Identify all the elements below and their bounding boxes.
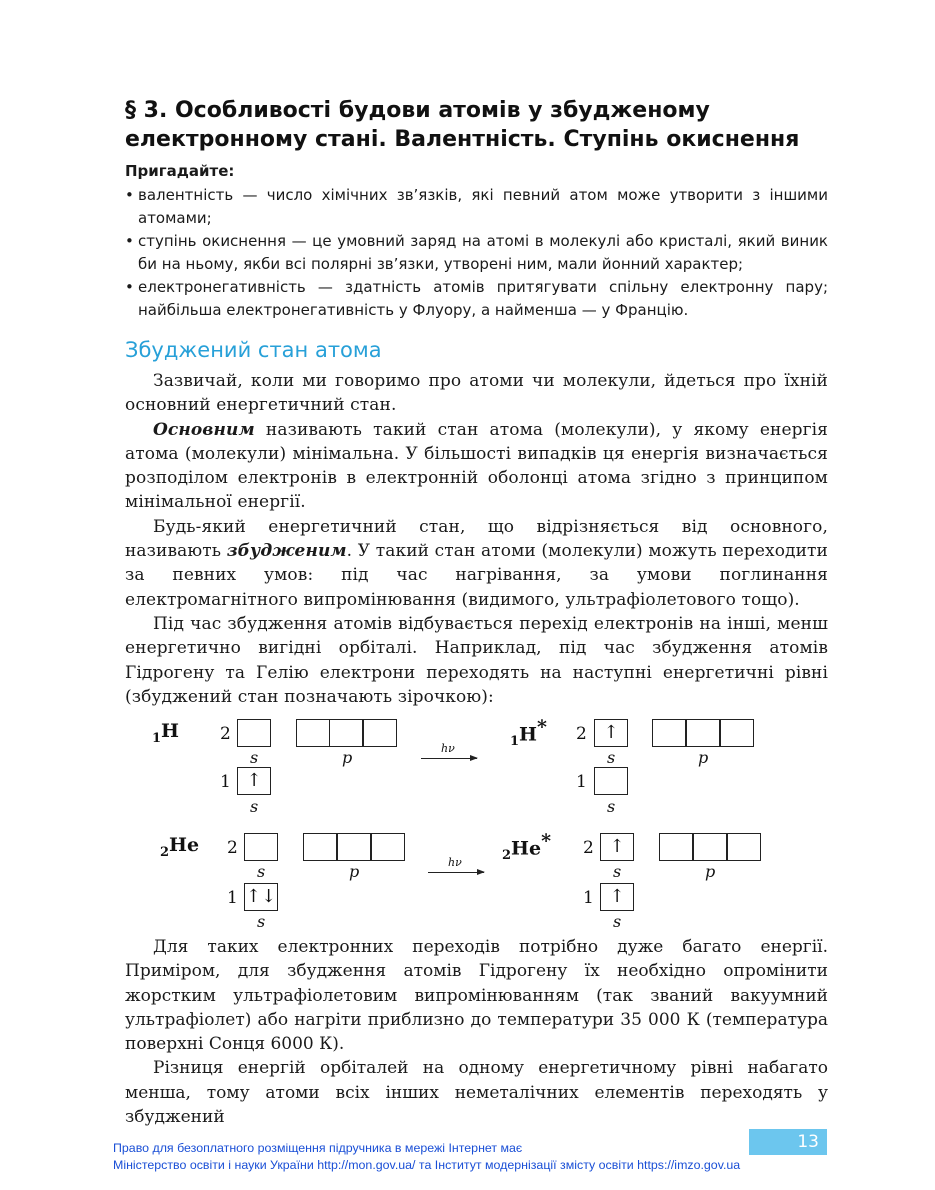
h-2s-cell bbox=[237, 719, 271, 747]
he-1s-label: s bbox=[257, 912, 266, 931]
h-excited-symbol: $_1$H* bbox=[510, 716, 547, 750]
he-1s-cell: ↑↓ bbox=[244, 883, 278, 911]
h-2s-label: s bbox=[250, 748, 259, 767]
he-excited-level-1: 1 bbox=[583, 888, 594, 908]
subheading-excited-state: Збуджений стан атома bbox=[125, 338, 382, 362]
paragraph-1: Зазвичай, коли ми говоримо про атоми чи молекули, йдеться про їхній основний енергетичний стан. bbox=[125, 371, 828, 416]
he-hv-label: hν bbox=[448, 856, 462, 869]
h-transition-arrow bbox=[421, 758, 477, 759]
h-2p-cell-2 bbox=[329, 719, 363, 747]
term-excited: збудженим bbox=[226, 541, 347, 562]
page-number-badge: 13 bbox=[749, 1129, 827, 1155]
h-excited-2p-cell-1 bbox=[652, 719, 686, 747]
paragraph-3: Будь-який енергетичний стан, що відрізняється від основного, називають збудженим. У такий стан атоми (молекули) можуть переходити за певних умов: під час нагрівання, за умови поглинання електромагнітного випромінювання (видимого, ультрафіолетового тощо). bbox=[125, 516, 828, 610]
he-2s-label: s bbox=[257, 862, 266, 881]
recall-item-oxidation: • ступінь окиснення — це умовний заряд на атомі в молекулі або кристалі, який виник би на ньому, якби всі полярні зв’язки, утворені ним, мали йонний характер; bbox=[125, 230, 828, 276]
h-excited-2s-label: s bbox=[607, 748, 616, 767]
paragraph-4: Під час збудження атомів відбувається перехід електронів на інші, менш енергетично вигідні орбіталі. Наприклад, під час збудження атомів Гідрогену та Гелію електрони переходять на наступні енергетичні рівні (збуджений стан позначають зірочкою): bbox=[125, 613, 828, 707]
recall-item-electronegativity: • електронегативність — здатність атомів притягувати спільну електронну пару; найбільша електронегативність у Флуору, а найменша — у Францію. bbox=[125, 276, 828, 322]
paragraph-2: Основним називають такий стан атома (молекули), у якому енергія атома (молекули) мінімальна. У більшості випадків ця енергія визначається розподілом електронів в електронній оболонці атома згідно з принципом мінімальної енергії. bbox=[125, 419, 828, 513]
h-excited-level-2: 2 bbox=[576, 724, 587, 744]
he-level-2: 2 bbox=[227, 838, 238, 858]
recall-heading: Пригадайте: bbox=[125, 162, 235, 180]
he-excited-2p-cell-1 bbox=[659, 833, 693, 861]
h-excited-2p-label: p bbox=[698, 748, 709, 767]
h-level-2: 2 bbox=[220, 724, 231, 744]
he-excited-1s-label: s bbox=[613, 912, 622, 931]
h-1s-label: s bbox=[250, 797, 259, 816]
he-2p-cell-1 bbox=[303, 833, 337, 861]
h-2p-cell-3 bbox=[363, 719, 397, 747]
paragraph-5: Для таких електронних переходів потрібно дуже багато енергії. Приміром, для збудження атомів Гідрогену їх необхідно опромінити жорстким ультрафіолетовим випромінюванням (так званий вакуумний ультрафіолет) або нагріти приблизно до температури 35 000 К (температура поверхні Сонця 6000 К). bbox=[125, 937, 828, 1055]
body-text-upper bbox=[125, 369, 828, 709]
he-level-1: 1 bbox=[227, 888, 238, 908]
footer-copyright bbox=[113, 1140, 833, 1174]
h-level-1: 1 bbox=[220, 772, 231, 792]
he-excited-2s-label: s bbox=[613, 862, 622, 881]
h-hv-label: hν bbox=[441, 742, 455, 755]
he-2p-cell-2 bbox=[337, 833, 371, 861]
recall-item-valence: • валентність — число хімічних зв’язків, які певний атом може утворити з іншими атомами; bbox=[125, 184, 828, 230]
footer-line-2: Міністерство освіти і науки України http://mon.gov.ua/ та Інститут модернізації змісту освіти https://imzo.gov.ua bbox=[113, 1158, 741, 1172]
he-excited-symbol: $_2$He* bbox=[502, 830, 552, 864]
he-excited-2p-cell-3 bbox=[727, 833, 761, 861]
he-2p-cell-3 bbox=[371, 833, 405, 861]
h-excited-2p-cell-3 bbox=[720, 719, 754, 747]
paragraph-6: Різниця енергій орбіталей на одному енергетичному рівні набагато менша, тому атоми всіх інших неметалічних елементів переходять у збуджений bbox=[125, 1058, 828, 1128]
he-excited-2p-label: p bbox=[705, 862, 716, 881]
body-text-lower bbox=[125, 935, 828, 1129]
h-excited-level-1: 1 bbox=[576, 772, 587, 792]
h-excited-2p-cell-2 bbox=[686, 719, 720, 747]
he-excited-2p-cell-2 bbox=[693, 833, 727, 861]
he-excited-level-2: 2 bbox=[583, 838, 594, 858]
h-1s-cell: ↑ bbox=[237, 767, 271, 795]
section-title: § 3. Особливості будови атомів у збудженому електронному стані. Валентність. Ступінь окиснення bbox=[125, 98, 800, 152]
h-2p-cell-1 bbox=[296, 719, 330, 747]
he-2s-cell bbox=[244, 833, 278, 861]
he-excited-1s-cell: ↑ bbox=[600, 883, 634, 911]
h-ground-symbol: $_1$H bbox=[152, 720, 179, 746]
he-2p-label: p bbox=[349, 862, 360, 881]
term-ground: Основним bbox=[153, 419, 255, 440]
h-excited-1s-label: s bbox=[607, 797, 616, 816]
recall-list bbox=[125, 184, 828, 322]
he-ground-symbol: $_2$He bbox=[160, 834, 200, 860]
h-2p-label: p bbox=[342, 748, 353, 767]
he-excited-2s-cell: ↑ bbox=[600, 833, 634, 861]
h-excited-2s-cell: ↑ bbox=[594, 719, 628, 747]
footer-line-1: Право для безоплатного розміщення підручника в мережі Інтернет має bbox=[113, 1141, 523, 1155]
h-excited-1s-cell bbox=[594, 767, 628, 795]
he-transition-arrow bbox=[428, 872, 484, 873]
